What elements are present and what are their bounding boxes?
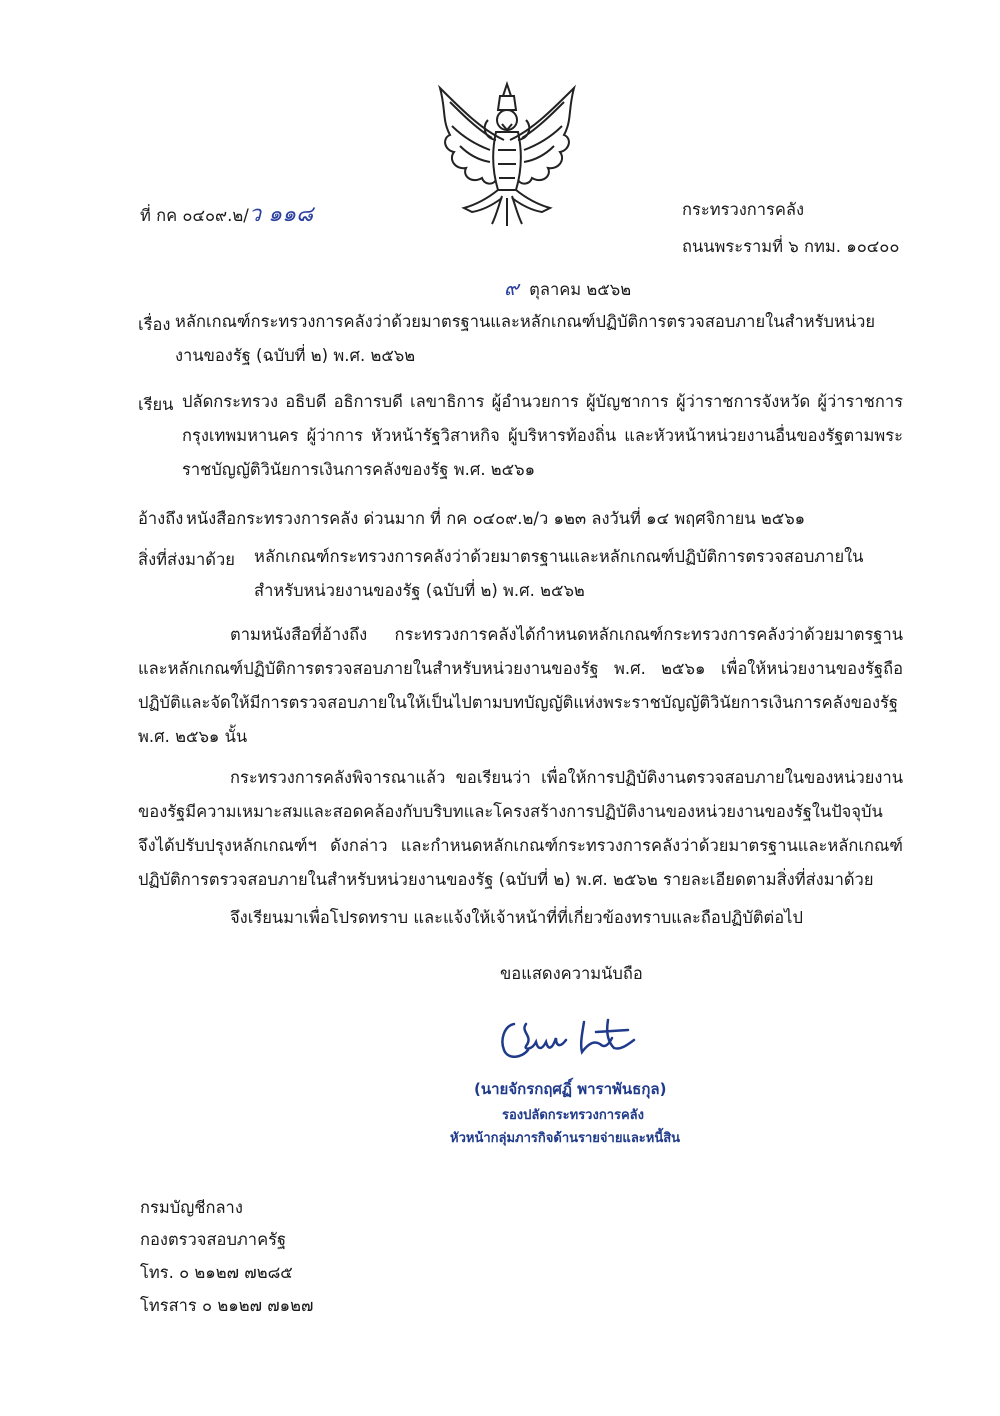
to-row: [138, 392, 903, 487]
signer-role: หัวหน้ากลุ่มภารกิจด้านรายจ่ายและหนี้สิน: [450, 1131, 681, 1146]
body-paragraph-3: จึงเรียนมาเพื่อโปรดทราบ และแจ้งให้เจ้าหน้าที่ที่เกี่ยวข้องทราบและถือปฏิบัติต่อไป: [230, 908, 803, 927]
reference-text: หนังสือกระทรวงการคลัง ด่วนมาก ที่ กค ๐๔๐๙.๒/ว ๑๒๓ ลงวันที่ ๑๔ พฤศจิกายน ๒๕๖๑: [186, 509, 806, 528]
subject-text: หลักเกณฑ์กระทรวงการคลังว่าด้วยมาตรฐานและหลักเกณฑ์ปฏิบัติการตรวจสอบภายในสำหรับหน่วยงานของรัฐ (ฉบับที่ ๒) พ.ศ. ๒๕๖๒: [175, 312, 876, 365]
closing-text: ขอแสดงความนับถือ: [500, 964, 643, 983]
subject-row: [138, 312, 903, 373]
org-address: ถนนพระรามที่ ๖ กทม. ๑๐๔๐๐: [682, 237, 900, 256]
signer-position: รองปลัดกระทรวงการคลัง: [502, 1108, 644, 1123]
footer-department: กรมบัญชีกลาง: [140, 1198, 243, 1217]
footer-division: กองตรวจสอบภาครัฐ: [140, 1230, 287, 1249]
reference-row: [138, 506, 903, 532]
letter-date: [504, 272, 631, 304]
garuda-emblem-icon: [432, 80, 582, 228]
date-handwritten: ๙: [504, 276, 519, 300]
subject-label: เรื่อง: [138, 315, 171, 334]
org-name: กระทรวงการคลัง: [682, 200, 805, 219]
footer-phone: โทร. ๐ ๒๑๒๗ ๗๒๘๕: [140, 1263, 293, 1282]
to-text: ปลัดกระทรวง อธิบดี อธิการบดี เลขาธิการ ผู้อำนวยการ ผู้บัญชาการ ผู้ว่าราชการจังหวัด ผู้ว่าราชการกรุงเทพมหานคร ผู้ว่าการ หัวหน้ารัฐวิสาหกิจ ผู้บริหารท้องถิ่น และหัวหน้าหน่วยงานอื่นของรัฐตามพระราชบัญญัติวินัยการเงินการคลังของรัฐ พ.ศ. ๒๕๖๑: [182, 392, 903, 479]
enclosure-label: สิ่งที่ส่งมาด้วย: [138, 550, 235, 569]
reference-handwritten: ว ๑๑๘: [248, 202, 314, 227]
enclosure-text: หลักเกณฑ์กระทรวงการคลังว่าด้วยมาตรฐานและหลักเกณฑ์ปฏิบัติการตรวจสอบภายในสำหรับหน่วยงานของรัฐ (ฉบับที่ ๒) พ.ศ. ๒๕๖๒: [254, 547, 864, 600]
enclosure-row: [138, 547, 903, 608]
handwritten-signature-icon: [496, 1010, 646, 1070]
to-label: เรียน: [138, 395, 174, 414]
body-paragraph-1: ตามหนังสือที่อ้างถึง กระทรวงการคลังได้กำหนดหลักเกณฑ์กระทรวงการคลังว่าด้วยมาตรฐานและหลักเกณฑ์ปฏิบัติการตรวจสอบภายในสำหรับหน่วยงานของรัฐ พ.ศ. ๒๕๖๑ เพื่อให้หน่วยงานของรัฐถือปฏิบัติและจัดให้มีการตรวจสอบภายในให้เป็นไปตามบทบัญญัติแห่งพระราชบัญญัติวินัยการเงินการคลังของรัฐ พ.ศ. ๒๕๖๑ นั้น: [138, 625, 903, 746]
reference-number: [140, 196, 313, 231]
footer-fax: โทรสาร ๐ ๒๑๒๗ ๗๑๒๗: [140, 1296, 314, 1315]
date-rest: ตุลาคม ๒๕๖๒: [529, 280, 632, 299]
reference-prefix: ที่ กค ๐๔๐๙.๒/: [140, 206, 249, 225]
reference-label: อ้างถึง: [138, 509, 184, 528]
signer-name: (นายจักรกฤศฏิ์ พาราพันธกุล): [474, 1080, 667, 1098]
body-paragraph-2: กระทรวงการคลังพิจารณาแล้ว ขอเรียนว่า เพื่อให้การปฏิบัติงานตรวจสอบภายในของหน่วยงานของรัฐมีความเหมาะสมและสอดคล้องกับบริบทและโครงสร้างการปฏิบัติงานของหน่วยงานของรัฐในปัจจุบัน จึงได้ปรับปรุงหลักเกณฑ์ฯ ดังกล่าว และกำหนดหลักเกณฑ์กระทรวงการคลังว่าด้วยมาตรฐานและหลักเกณฑ์ปฏิบัติการตรวจสอบภายในสำหรับหน่วยงานของรัฐ (ฉบับที่ ๒) พ.ศ. ๒๕๖๒ รายละเอียดตามสิ่งที่ส่งมาด้วย: [138, 768, 903, 889]
